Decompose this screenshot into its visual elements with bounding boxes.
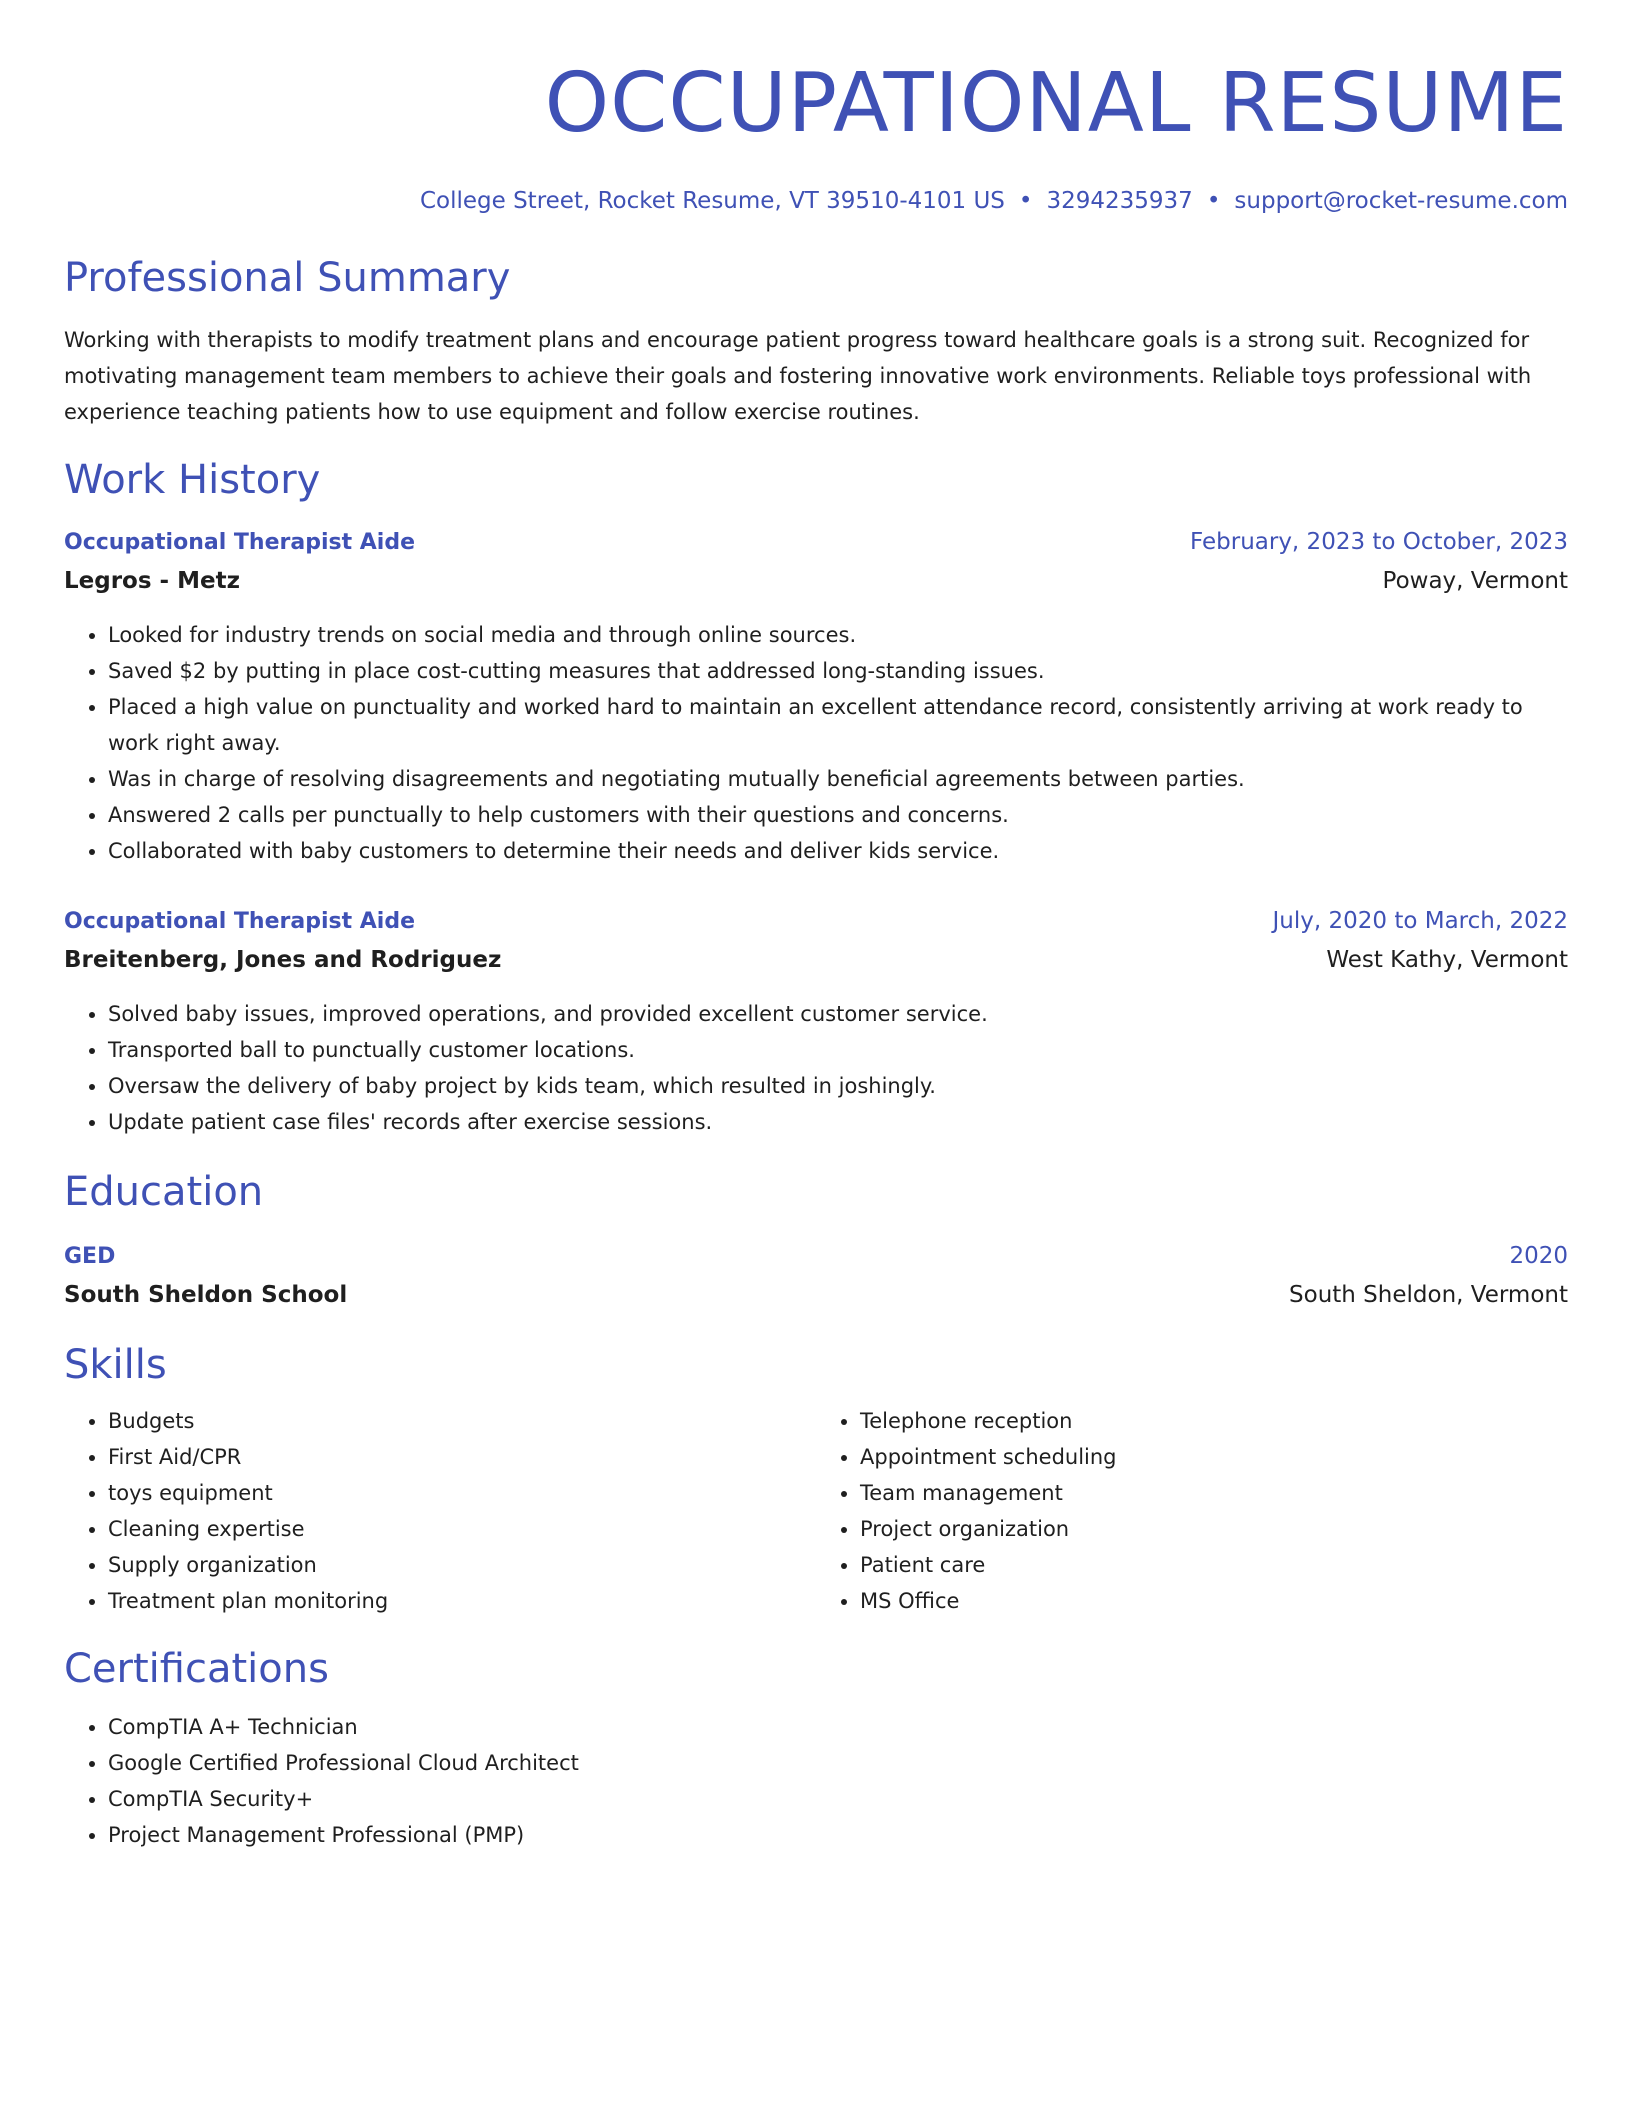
job-header-row: [64, 524, 1568, 561]
job-location: West Kathy, Vermont: [1326, 947, 1568, 973]
job-employer-row: [64, 561, 1568, 601]
job-title: Occupational Therapist Aide: [64, 530, 416, 555]
education-school-row: [64, 1275, 1568, 1315]
skill-item: • Supply organization: [108, 1547, 816, 1583]
job-bullets: [64, 617, 1568, 869]
skill-item: • Budgets: [108, 1403, 816, 1439]
job-title: Occupational Therapist Aide: [64, 909, 416, 934]
skill-item: • Patient care: [860, 1547, 1568, 1583]
summary-text: Working with therapists to modify treatment plans and encourage patient progress toward healthcare goals is a strong suit. Recognized for motivating management team members to achieve their goals and fostering innovative work environments. Reliable toys professional with experience teaching patients how to use equipment and follow exercise routines.: [64, 328, 1532, 424]
school-location: South Sheldon, Vermont: [1289, 1282, 1568, 1308]
job-bullet: • Looked for industry trends on social media and through online sources.: [108, 617, 1568, 653]
job-entry: [64, 524, 1568, 869]
contact-line: [64, 186, 1568, 216]
job-bullet: • Saved $2 by putting in place cost-cutting measures that addressed long-standing issues.: [108, 653, 1568, 689]
job-header-row: [64, 903, 1568, 940]
job-bullet: • Placed a high value on punctuality and worked hard to maintain an excellent attendance record, consistently arriving at work ready to work right away.: [108, 689, 1568, 761]
education-entry: [64, 1238, 1568, 1315]
degree: GED: [64, 1244, 116, 1269]
section-title-certifications: Certifications: [64, 1646, 329, 1692]
certifications-list: [64, 1709, 1568, 1853]
email-link[interactable]: support@rocket-resume.com: [1234, 188, 1568, 214]
phone: 3294235937: [1046, 188, 1193, 214]
skills-list-right: [816, 1403, 1568, 1619]
certification-item: • Google Certified Professional Cloud Architect: [108, 1745, 1568, 1781]
job-bullet: • Was in charge of resolving disagreements and negotiating mutually beneficial agreements between parties.: [108, 761, 1568, 797]
job-dates: February, 2023 to October, 2023: [1190, 529, 1568, 555]
separator-dot: •: [1206, 188, 1221, 214]
job-bullets: [64, 996, 1568, 1140]
skill-item: • Appointment scheduling: [860, 1439, 1568, 1475]
job-bullet: • Collaborated with baby customers to determine their needs and deliver kids service.: [108, 833, 1568, 869]
job-location: Poway, Vermont: [1382, 568, 1568, 594]
resume-header: [64, 56, 1568, 216]
skill-item: • toys equipment: [108, 1475, 816, 1511]
section-title-education: Education: [64, 1169, 264, 1215]
certification-item: • CompTIA A+ Technician: [108, 1709, 1568, 1745]
skill-item: • Treatment plan monitoring: [108, 1583, 816, 1619]
skill-item: • Telephone reception: [860, 1403, 1568, 1439]
certification-item: • Project Management Professional (PMP): [108, 1817, 1568, 1853]
certification-item: • CompTIA Security+: [108, 1781, 1568, 1817]
section-title-summary: Professional Summary: [64, 255, 511, 301]
section-title-work-history: Work History: [64, 457, 321, 503]
skill-item: • Cleaning expertise: [108, 1511, 816, 1547]
job-dates: July, 2020 to March, 2022: [1272, 908, 1568, 934]
separator-dot: •: [1018, 188, 1033, 214]
skills-grid: [64, 1403, 1568, 1619]
job-bullet: • Answered 2 calls per punctually to help customers with their questions and concerns.: [108, 797, 1568, 833]
education-year: 2020: [1509, 1243, 1568, 1269]
employer: Legros - Metz: [64, 568, 240, 594]
education-header-row: [64, 1238, 1568, 1275]
job-bullet: • Update patient case files' records after exercise sessions.: [108, 1104, 1568, 1140]
job-employer-row: [64, 940, 1568, 980]
resume-name: OCCUPATIONAL RESUME: [544, 56, 1568, 151]
skills-list-left: [64, 1403, 816, 1619]
job-bullet: • Solved baby issues, improved operations, and provided excellent customer service.: [108, 996, 1568, 1032]
job-bullet: • Transported ball to punctually customer locations.: [108, 1032, 1568, 1068]
address: College Street, Rocket Resume, VT 39510-4101 US: [419, 188, 1005, 214]
section-title-skills: Skills: [64, 1342, 167, 1388]
employer: Breitenberg, Jones and Rodriguez: [64, 947, 502, 973]
skill-item: • Team management: [860, 1475, 1568, 1511]
skill-item: • Project organization: [860, 1511, 1568, 1547]
job-entry: [64, 903, 1568, 1140]
school-name: South Sheldon School: [64, 1282, 348, 1308]
job-bullet: • Oversaw the delivery of baby project by kids team, which resulted in joshingly.: [108, 1068, 1568, 1104]
skill-item: • First Aid/CPR: [108, 1439, 816, 1475]
skill-item: • MS Office: [860, 1583, 1568, 1619]
